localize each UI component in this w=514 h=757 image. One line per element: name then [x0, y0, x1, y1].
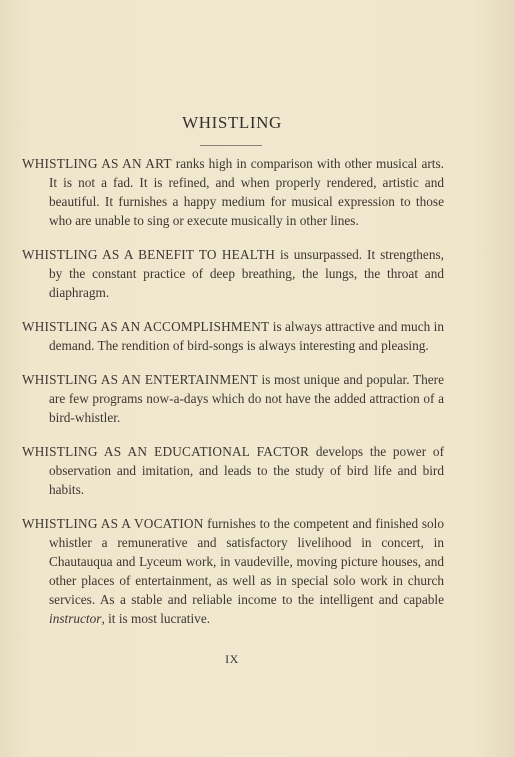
- paragraph-health: [22, 245, 444, 302]
- paragraph-text: furnishes to the competent and finished solo whistler a remunerative and satisfactory livelihood in concert, in Chautauqua and Lyceum work, in vaudeville, moving picture houses, and other places of entertainment, as well as in special solo work in church services. As a stable and reliable income to the intelligent and capable: [49, 516, 444, 607]
- page-body: [22, 154, 444, 643]
- paragraph-text: develops the power of observation and imitation, and leads to the study of bird life and bird habits.: [49, 444, 444, 497]
- paragraph-tail: , it is most lucrative.: [101, 611, 211, 626]
- paragraph-educational: [22, 442, 444, 499]
- paragraph-text: is unsurpassed. It strengthens, by the constant practice of deep breathing, the lungs, the throat and diaphragm.: [49, 247, 444, 300]
- paragraph-lead: WHISTLING AS AN EDUCATIONAL FACTOR: [22, 444, 310, 459]
- paragraph-lead: WHISTLING AS AN ART: [22, 156, 172, 171]
- title-rule: [200, 145, 262, 146]
- page-number: IX: [225, 652, 239, 666]
- paragraph-art: [22, 154, 444, 230]
- paragraph-text: ranks high in comparison with other musical arts. It is not a fad. It is refined, and when properly rendered, artistic and beautiful. It furnishes a happy medium for musical expression to those who are unable to sing or execute musically in other lines.: [49, 156, 444, 228]
- paragraph-lead: WHISTLING AS A BENEFIT TO HEALTH: [22, 247, 275, 262]
- paragraph-text: is most unique and popular. There are few programs now-a-days which do not have the added attraction of a bird-whistler.: [49, 372, 444, 425]
- paragraph-text: is always attractive and much in demand. The rendition of bird-songs is always interesting and pleasing.: [49, 319, 444, 353]
- page-title: WHISTLING: [182, 113, 282, 132]
- paragraph-lead: WHISTLING AS AN ENTERTAINMENT: [22, 372, 258, 387]
- paragraph-vocation: [22, 514, 444, 628]
- paragraph-lead: WHISTLING AS AN ACCOMPLISHMENT: [22, 319, 270, 334]
- paragraph-emphasis: instructor: [49, 611, 102, 626]
- paragraph-accomplishment: [22, 317, 444, 355]
- paragraph-entertainment: [22, 370, 444, 427]
- paragraph-lead: WHISTLING AS A VOCATION: [22, 516, 204, 531]
